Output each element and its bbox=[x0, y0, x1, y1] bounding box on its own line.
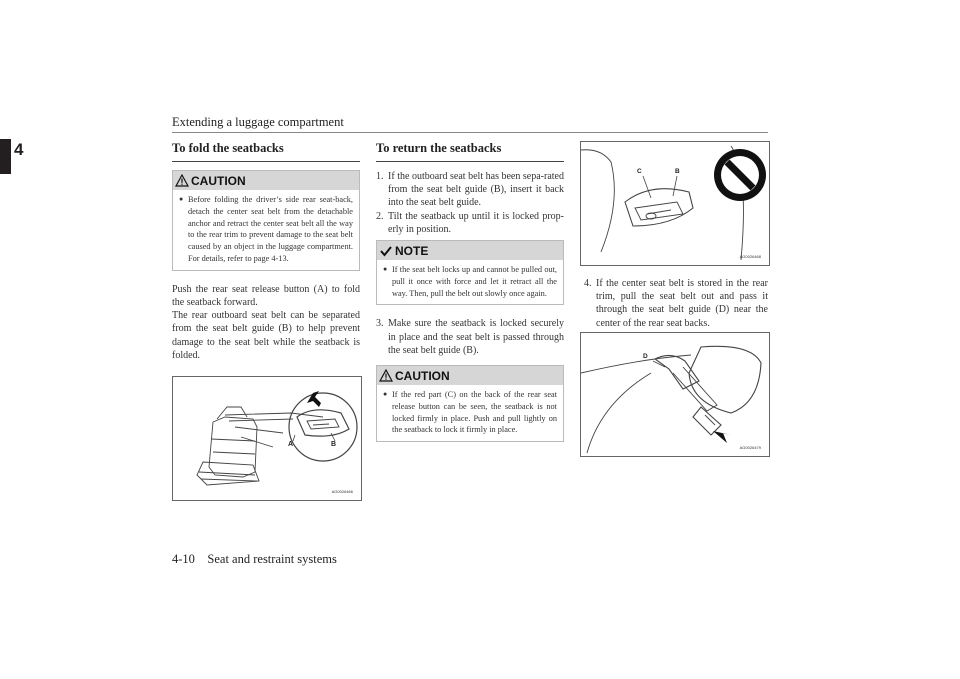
caution-header bbox=[377, 366, 563, 385]
caution-body: If the red part (C) on the back of the rear seat release button can be seen, the seatback is not locked firmly in place. Push and pull lightly on the seatback to lock it firmly in place. bbox=[392, 390, 557, 435]
caution-text bbox=[173, 190, 359, 270]
step-number: 1. bbox=[376, 171, 384, 182]
figure-seat-release bbox=[172, 376, 362, 501]
figure-code: AG0026468 bbox=[739, 254, 761, 259]
caution-label: CAUTION bbox=[395, 368, 450, 383]
note-body: If the seat belt locks up and cannot be pulled out, pull it once with force and let it retract all the way. Then, pull the belt out slowly once again. bbox=[392, 265, 557, 298]
right-column-step bbox=[584, 277, 768, 330]
note-text bbox=[377, 260, 563, 304]
bullet-icon: ● bbox=[179, 195, 184, 203]
figure-label-d: D bbox=[643, 353, 648, 360]
bullet-icon: ● bbox=[383, 265, 388, 274]
step-text: If the center seat belt is stored in the rear trim, pull the seat belt out and pass it through the seat belt guide (D) near the center of the rear seat backs. bbox=[596, 278, 768, 329]
note-label: NOTE bbox=[395, 243, 429, 258]
return-step-2 bbox=[376, 210, 564, 236]
figure-release-button-red-part bbox=[580, 141, 770, 266]
figure-label-c: C bbox=[637, 168, 642, 175]
chapter-number: 4 bbox=[14, 140, 24, 159]
note-box bbox=[376, 240, 564, 305]
return-step-1 bbox=[376, 170, 564, 210]
footer-page-label: 4-10 Seat and restraint systems bbox=[172, 552, 337, 566]
caution-box-return bbox=[376, 365, 564, 442]
figure-code: AG0026479 bbox=[739, 445, 761, 450]
fold-paragraph-1: Push the rear seat release button (A) to fold the seatback forward. bbox=[172, 283, 360, 308]
note-header bbox=[377, 241, 563, 260]
return-step-4 bbox=[584, 277, 768, 330]
center-seat-belt-illustration bbox=[581, 333, 769, 456]
rear-seat-illustration bbox=[173, 377, 361, 500]
step-number: 2. bbox=[376, 210, 384, 222]
step-text: Make sure the seatback is locked securely in place and the seat belt is passed through the seat belt guide (B). bbox=[388, 318, 564, 356]
caution-header bbox=[173, 171, 359, 190]
figure-center-belt-guide bbox=[580, 332, 770, 457]
section-title-fold: To fold the seatbacks bbox=[172, 141, 360, 162]
figure-label-a: A bbox=[288, 441, 294, 448]
section-title-return: To return the seatbacks bbox=[376, 141, 564, 162]
caution-text bbox=[377, 385, 563, 441]
step-text: If the outboard seat belt has been sepa-rated from the seat belt guide (B), insert it back into the seat belt guide. bbox=[388, 171, 564, 209]
return-step-3 bbox=[376, 317, 564, 357]
seat-release-button-illustration bbox=[581, 142, 769, 265]
caution-label: CAUTION bbox=[191, 173, 246, 188]
header-rule bbox=[172, 132, 768, 133]
caution-box bbox=[172, 170, 360, 271]
warning-triangle-icon bbox=[175, 174, 189, 187]
figure-label-b: B bbox=[675, 168, 680, 175]
step-number: 4. bbox=[584, 278, 592, 289]
left-column bbox=[172, 141, 360, 362]
bullet-icon: ● bbox=[383, 390, 388, 399]
middle-column bbox=[376, 141, 564, 454]
figure-label-b: B bbox=[331, 441, 337, 448]
step-text: Tilt the seatback up until it is locked prop-erly in position. bbox=[388, 210, 564, 235]
page-header-title: Extending a luggage compartment bbox=[172, 115, 344, 129]
warning-triangle-icon bbox=[379, 369, 393, 382]
figure-code: AG0026466 bbox=[331, 489, 353, 494]
fold-paragraph-2: The rear outboard seat belt can be separated from the seat belt guide (B) to help prevent damage to the seat belt while the seatback is folded. bbox=[172, 310, 360, 361]
note-check-icon bbox=[379, 245, 393, 257]
step-number: 3. bbox=[376, 318, 384, 330]
chapter-tab bbox=[0, 139, 11, 174]
caution-body: Before folding the driver’s side rear seat-back, detach the center seat belt from the detachable anchor and retract the center seat belt all the way to the rear trim to prevent damage to the seat belt caused by an object in the luggage compartment. For details, refer to page 4-13. bbox=[188, 195, 353, 263]
